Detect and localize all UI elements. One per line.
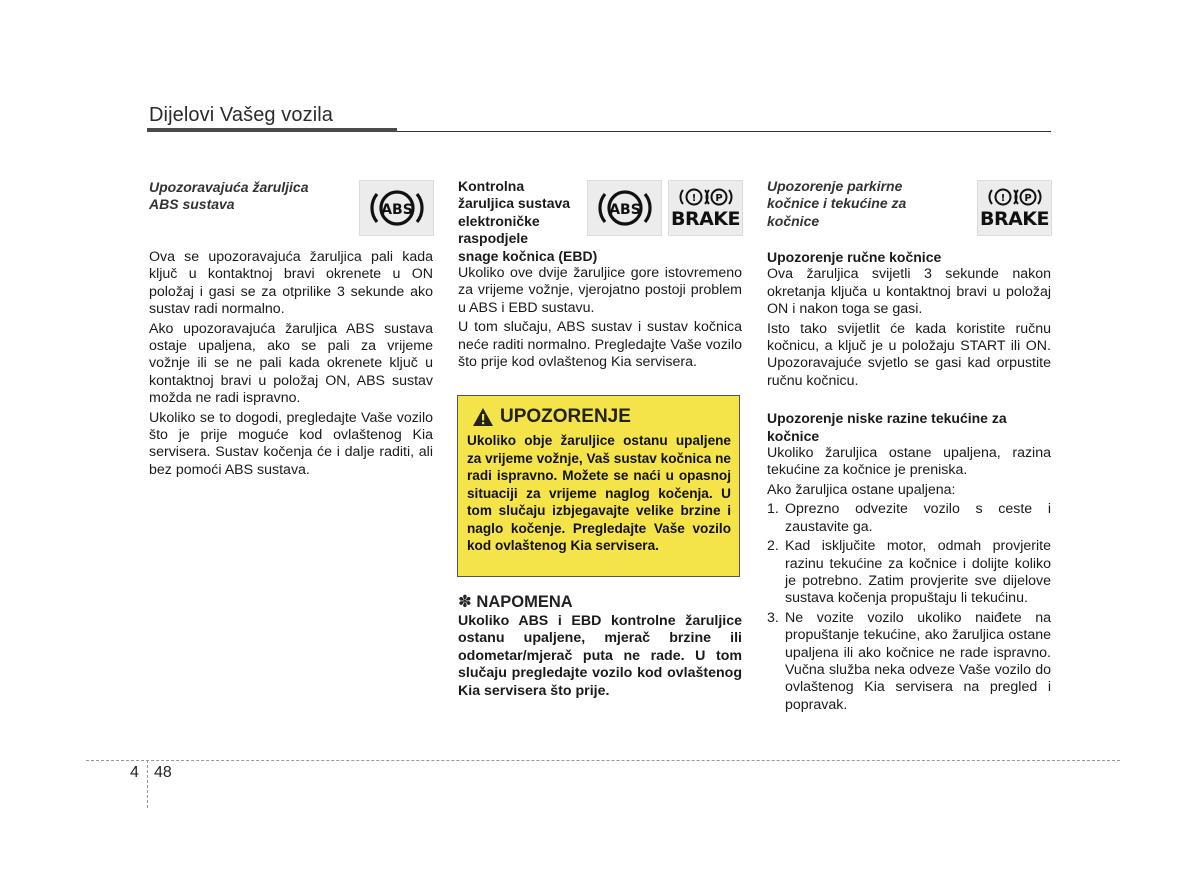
- step-number: 1.: [767, 501, 779, 518]
- paragraph: Ako žaruljica ostane upaljena:: [767, 481, 956, 498]
- svg-text:!: !: [1000, 193, 1005, 204]
- chapter-number: 4: [130, 764, 139, 781]
- brake-icon-label: BRAKE: [979, 208, 1050, 230]
- paragraph: Isto tako svijetlit će kada koristite ručnu kočnicu, a ključ je u položaju START ili ON. Upozoravajuće svjetlo se gasi kad orpustite ručnu kočnicu.: [767, 320, 1051, 389]
- caption-line: ABS sustava: [149, 196, 235, 213]
- paragraph: Ukoliko ove dvije žaruljice gore istovremeno za vrijeme vožnje, vjerojatno postoji problem u ABS i EBD sustavu.: [458, 265, 742, 316]
- title-underline-accent: [147, 128, 397, 132]
- warning-triangle-icon: [472, 407, 494, 427]
- paragraph: Ova žaruljica svijetli 3 sekunde nakon okretanja ključa u kontaktnoj bravi u položaj ON i nakon toga se gasi.: [767, 266, 1051, 318]
- caption-line: Upozorenje parkirne: [767, 178, 903, 194]
- list-item: [767, 610, 1051, 714]
- heading-line: Kontrolna: [458, 178, 525, 194]
- abs-icon-label: ABS: [380, 202, 413, 218]
- ebd-description: [458, 265, 742, 373]
- paragraph: Ukoliko se to dogodi, pregledajte Vaše vozilo što je prije moguće kod ovlaštenog Kia servisera. Sustav kočenja će i dalje raditi, ali bez pomoći ABS sustava.: [149, 409, 433, 478]
- note-text: Ukoliko ABS i EBD kontrolne žaruljice ostanu upaljene, mjerač brzine ili odometar/mjerač puta ne rade. U tom slučaju pregledajte vozilo kod ovlaštenog Kia servisera što prije.: [458, 613, 742, 699]
- caption-line: kočnice i tekućine za: [767, 195, 907, 212]
- caption-line: Upozoravajuća žaruljica: [149, 179, 309, 195]
- brake-light-icon: [668, 180, 743, 236]
- ebd-heading: [458, 178, 598, 265]
- heading-line: raspodjele: [458, 230, 529, 247]
- step-number: 3.: [767, 609, 779, 626]
- section-heading: Upozorenje ručne kočnice: [767, 249, 942, 265]
- brake-symbols-icon: [983, 186, 1047, 208]
- abs-warning-caption: [149, 179, 349, 214]
- warning-text: Ukoliko obje žaruljice ostanu upaljene za vrijeme vožnje, Vaš sustav kočnica ne radi ispravno. Možete se naći u opasnoj situaciji za vrijeme naglog kočenja. U tom slučaju izbjegavajte velike brzine i naglo kočenje. Pregledajte Vaše vozilo kod ovlaštenog Kia servisera.: [467, 433, 731, 553]
- list-item: [767, 538, 1051, 608]
- paragraph: Ova se upozoravajuća žaruljica pali kada ključ u kontaktnoj bravi okrenete u ON položaj i gasi se za otprilike 3 sekunde ako sustav radi normalno.: [149, 249, 433, 318]
- svg-text:!: !: [691, 193, 696, 204]
- svg-text:P: P: [714, 193, 723, 204]
- step-number: 2.: [767, 538, 779, 555]
- page-number: 48: [154, 764, 172, 781]
- abs-description: [149, 249, 433, 481]
- parking-brake-section: [767, 249, 1051, 716]
- brake-warning-caption: [767, 178, 967, 230]
- step-text: Ne vozite vozilo ukoliko naiđete na propuštanje tekućine, ako žaruljica ostane upaljena ili ako kočnice ne rade ispravno. Vučna služba neka odveze Vaše vozilo do ovlaštenog Kia servisera na pregled i popravak.: [785, 609, 1051, 713]
- section-heading: Upozorenje niske razine tekućine za kočnice: [767, 410, 1007, 444]
- brake-symbols-icon: [674, 186, 738, 208]
- brake-icon-label: BRAKE: [670, 208, 741, 230]
- caption-line: kočnice: [767, 212, 820, 229]
- abs-warning-light-icon: [359, 180, 434, 236]
- warning-title: UPOZORENJE: [500, 406, 631, 427]
- step-text: Oprezno odvezite vozilo s ceste i zaustavite ga.: [785, 501, 1051, 535]
- abs-icon-label: ABS: [608, 202, 641, 218]
- note-title: [458, 592, 573, 612]
- heading-line: žaruljica sustava: [458, 195, 571, 212]
- heading-line: elektroničke: [458, 212, 540, 229]
- step-text: Kad isključite motor, odmah provjerite razinu tekućine za kočnice i dolijte koliko je potrebno. Zatim provjerite sve dijelove sustava kočenja propuštaju li tekućinu.: [785, 538, 1051, 607]
- asterisk-icon: ✽: [458, 593, 472, 611]
- parking-brake-light-icon: [977, 180, 1052, 236]
- footer-dashed-rule: [86, 760, 1120, 761]
- warning-header: [472, 406, 631, 428]
- paragraph: Ako upozoravajuća žaruljica ABS sustava ostaje upaljena, ako se pali za vrijeme vožnje ili se ne pali kada okrenete ključ u kontaktnoj bravi u položaj ON, ABS sustav možda ne radi ispravno.: [149, 320, 433, 407]
- footer-dashed-divider: [147, 760, 148, 808]
- warning-box: [457, 395, 740, 577]
- abs-light-icon: [587, 180, 662, 236]
- list-item: [767, 501, 1051, 536]
- page-title: Dijelovi Vašeg vozila: [149, 104, 334, 126]
- note-title-text: NAPOMENA: [476, 593, 573, 611]
- steps-list: [767, 501, 1051, 714]
- paragraph: Ukoliko žaruljica ostane upaljena, razina tekućine za kočnice je preniska.: [767, 445, 1051, 479]
- svg-text:P: P: [1023, 193, 1032, 204]
- paragraph: U tom slučaju, ABS sustav i sustav kočnica neće raditi normalno. Pregledajte Vaše vozilo što prije kod ovlaštenog Kia servisera.: [458, 319, 742, 371]
- heading-line: snage kočnica (EBD): [458, 247, 598, 264]
- title-underline-rule: [397, 131, 1051, 132]
